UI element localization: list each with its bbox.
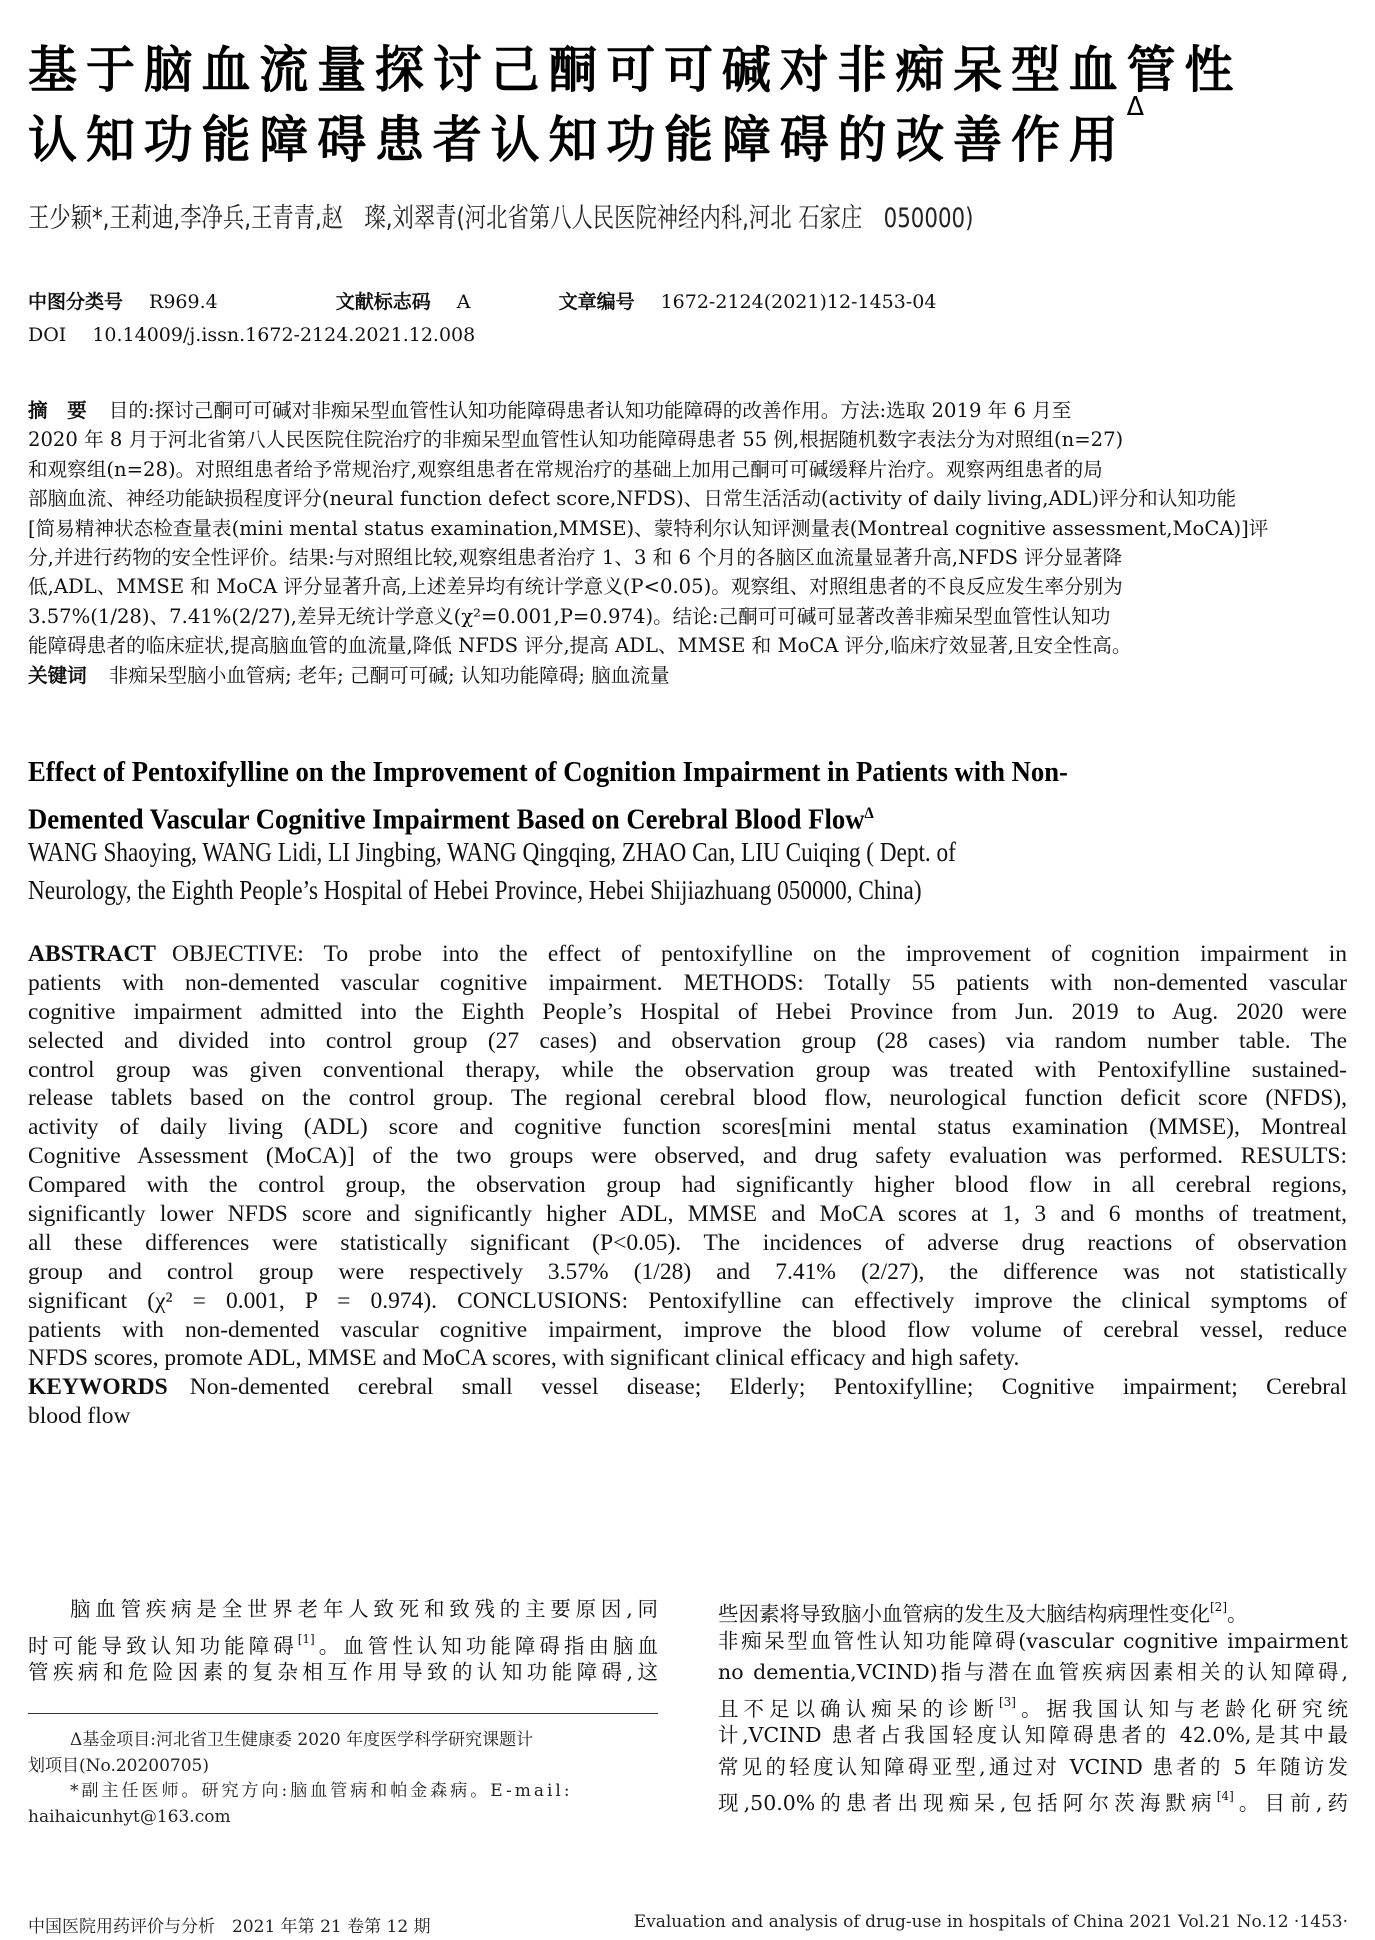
authors-en [28, 833, 956, 909]
body-paragraph-line: 时可能导致认知功能障碍[1]。血管性认知功能障碍指由脑血 [28, 1631, 659, 1658]
citation-ref[interactable]: [2] [1210, 1600, 1227, 1614]
abstract-en-line: Cognitive Assessment (MoCA)] of the two groups were observed, and drug safety evaluation was performed. RESULTS: [28, 1143, 1347, 1170]
abstract-cn-line: 摘 要 目的:探讨己酮可可碱对非痴呆型血管性认知功能障碍患者认知功能障碍的改善作用。方法:选取 2019 年 6 月至 [28, 399, 1072, 422]
abstract-en-line: group and control group were respectively 3.57% (1/28) and 7.41% (2/27), the difference was not statistically [28, 1258, 1347, 1285]
body-paragraph-line: 现,50.0%的患者出现痴呆,包括阿尔茨海默病[4]。目前,药 [718, 1789, 1348, 1815]
abstract-cn-line: 2020 年 8 月于河北省第八人民医院住院治疗的非痴呆型血管性认知功能障碍患者 55 例,根据随机数字表法分为对照组(n=27) [28, 428, 1124, 452]
abstract-cn-label: 摘 要 [28, 399, 87, 422]
title-cn-line2: 认知功能障碍患者认知功能障碍的改善作用$^\Delta$ [28, 92, 1153, 169]
footer-journal-en: Evaluation and analysis of drug-use in hospitals of China 2021 Vol.21 No.12 ·1453· [633, 1912, 1348, 1932]
doc-code-value: A [456, 291, 471, 313]
abstract-cn-line: [简易精神状态检查量表(mini mental status examination,MMSE)、蒙特利尔认知评测量表(Montreal cognitive assessment,MoCA)]评 [28, 516, 1269, 540]
body-paragraph-line: 脑血管疾病是全世界老年人致死和致残的主要原因,同 [70, 1597, 658, 1621]
abstract-cn-line: 和观察组(n=28)。对照组患者给予常规治疗,观察组患者在常规治疗的基础上加用己酮可可碱缓释片治疗。观察两组患者的局 [28, 457, 1103, 481]
body-paragraph-line: 且不足以确认痴呆的诊断[3]。据我国认知与老龄化研究统 [718, 1694, 1349, 1721]
abstract-en-line: patients with non-demented vascular cognitive impairment, improve the blood flow volume of cerebral vessel, reduce [28, 1316, 1347, 1343]
abstract-en-line: all these differences were statistically significant (P<0.05). The incidences of adverse drug reactions of observation [28, 1229, 1347, 1256]
abstract-en-line: patients with non-demented vascular cognitive impairment. METHODS: Totally 55 patients with non-demented vascular [28, 969, 1347, 996]
abstract-en-line: NFDS scores, promote ADL, MMSE and MoCA scores, with significant clinical efficacy and high safety. [28, 1345, 1020, 1372]
author-email[interactable]: haihaicunhyt@163.com [28, 1806, 231, 1827]
author-footnote: *副主任医师。研究方向:脑血管病和帕金森病。E-mail: [70, 1781, 573, 1801]
keywords-en-cont: blood flow [28, 1403, 131, 1430]
doi-row [28, 324, 475, 346]
citation-ref[interactable]: [1] [297, 1631, 315, 1646]
body-paragraph-line: 非痴呆型血管性认知功能障碍(vascular cognitive impairment [718, 1628, 1348, 1653]
title-cn-line1: 基于脑血流量探讨己酮可可碱对非痴呆型血管性 [28, 41, 1243, 99]
abstract-en-line: control group was given conventional therapy, while the observation group was treated with Pentoxifylline sustained- [28, 1056, 1347, 1083]
abstract-en-line: Compared with the control group, the observation group had significantly higher blood flow in all cerebral regions, [28, 1172, 1347, 1199]
abstract-en-line: significantly lower NFDS score and significantly higher ADL, MMSE and MoCA scores at 1, 3 and 6 months of treatment, [28, 1201, 1347, 1228]
citation-ref[interactable]: [4] [1216, 1789, 1234, 1803]
fund-mark: Δ [1126, 92, 1153, 122]
keywords-cn-label: 关键词 [28, 663, 87, 687]
body-paragraph-line: 管疾病和危险因素的复杂相互作用导致的认知功能障碍,这 [28, 1660, 658, 1684]
body-paragraph-line: 计,VCIND 患者占我国轻度认知障碍患者的 42.0%,是其中最 [718, 1723, 1348, 1747]
doi-label: DOI [28, 324, 67, 346]
abstract-cn-line: 低,ADL、MMSE 和 MoCA 评分显著升高,上述差异均有统计学意义(P<0.05)。观察组、对照组患者的不良反应发生率分别为 [28, 575, 1123, 599]
citation-ref[interactable]: [3] [998, 1694, 1016, 1709]
fund-mark-en: Δ [864, 805, 874, 822]
abstract-en-line: activity of daily living (ADL) score and cognitive function scores[mini mental status examination (MMSE), Montreal [28, 1114, 1347, 1141]
keywords-en-value: Non-demented cerebral small vessel disease; Elderly; Pentoxifylline; Cognitive impairment; Cerebral [189, 1374, 1347, 1401]
abstract-en-line: significant (χ² = 0.001, P = 0.974). CONCLUSIONS: Pentoxifylline can effectively improve the clinical symptoms of [28, 1287, 1347, 1314]
footnotes [28, 1728, 658, 1830]
fund-footnote: Δ基金项目:河北省卫生健康委 2020 年度医学科学研究课题计 [70, 1730, 534, 1750]
abstract-en-line: release tablets based on the control group. The regional cerebral blood flow, neurological function deficit score (NFDS), [28, 1085, 1347, 1112]
body-left-column [28, 1594, 658, 1689]
footnote-divider [28, 1713, 658, 1714]
body-right-column [718, 1594, 1348, 1815]
keywords-cn [28, 661, 1347, 690]
article-no-value: 1672-2124(2021)12-1453-04 [660, 291, 937, 313]
title-en-line1: Effect of Pentoxifylline on the Improvement of Cognition Impairment in Patients with Non- [28, 756, 1068, 788]
clc-value: R969.4 [149, 291, 218, 313]
footer-journal-cn: 中国医院用药评价与分析 2021 年第 21 卷第 12 期 [28, 1917, 431, 1937]
abstract-en [28, 940, 1347, 1431]
keywords-cn-value: 非痴呆型脑小血管病; 老年; 己酮可可碱; 认知功能障碍; 脑血流量 [108, 663, 670, 687]
fund-footnote-cont: 划项目(No.20200705) [28, 1755, 210, 1776]
abstract-cn-line: 3.57%(1/28)、7.41%(2/27),差异无统计学意义(χ²=0.001,P=0.974)。结论:己酮可可碱可显著改善非痴呆型血管性认知功 [28, 604, 1111, 628]
body-paragraph-line: 些因素将导致脑小血管病的发生及大脑结构病理性变化[2]。 [718, 1600, 1248, 1626]
abstract-en-label: ABSTRACT [28, 941, 156, 967]
body-paragraph-line: no dementia,VCIND)指与潜在血管疾病因素相关的认知障碍, [718, 1660, 1348, 1684]
authors-en-line1: WANG Shaoying, WANG Lidi, LI Jingbing, WANG Qingqing, ZHAO Can, LIU Cuiqing ( Dept. of [28, 837, 956, 867]
doi-value[interactable]: 10.14009/j.issn.1672-2124.2021.12.008 [92, 324, 476, 346]
body-paragraph-line: 常见的轻度认知障碍亚型,通过对 VCIND 患者的 5 年随访发 [718, 1754, 1348, 1779]
abstract-en-line: ABSTRACT OBJECTIVE: To probe into the effect of pentoxifylline on the improvement of cognition impairment in [28, 941, 1347, 967]
abstract-en-line: cognitive impairment admitted into the Eighth People’s Hospital of Hebei Province from Jun. 2019 to Aug. 2020 were [28, 998, 1347, 1025]
meta-row [28, 287, 936, 314]
abstract-cn-line: 分,并进行药物的安全性评价。结果:与对照组比较,观察组患者治疗 1、3 和 6 个月的各脑区血流量显著升高,NFDS 评分显著降 [28, 545, 1123, 569]
abstract-en-line: selected and divided into control group (27 cases) and observation group (28 cases) via random number table. The [28, 1027, 1347, 1054]
title-en-line2: Demented Vascular Cognitive Impairment Based on Cerebral Blood Flow$^\Delta$ [28, 803, 874, 836]
abstract-cn-line: 部脑血流、神经功能缺损程度评分(neural function defect score,NFDS)、日常生活活动(activity of daily living,ADL)评分和认知功能 [28, 487, 1237, 511]
authors-en-line2: Neurology, the Eighth People’s Hospital of Hebei Province, Hebei Shijiazhuang 050000, China) [28, 875, 922, 905]
keywords-en [28, 1373, 1347, 1402]
doc-code-label: 文献标志码 [335, 291, 431, 313]
keywords-en-label: KEYWORDS [28, 1374, 168, 1401]
clc-label: 中图分类号 [28, 291, 124, 313]
abstract-cn [28, 396, 1347, 690]
article-no-label: 文章编号 [558, 291, 635, 313]
title-en [28, 752, 1242, 841]
abstract-cn-line: 能障碍患者的临床症状,提高脑血管的血流量,降低 NFDS 评分,提高 ADL、MMSE 和 MoCA 评分,临床疗效显著,且安全性高。 [28, 634, 1132, 658]
authors-cn: 王少颖*,王莉迪,李净兵,王青青,赵 璨,刘翠青(河北省第八人民医院神经内科,河北 石家庄 050000) [28, 203, 974, 234]
